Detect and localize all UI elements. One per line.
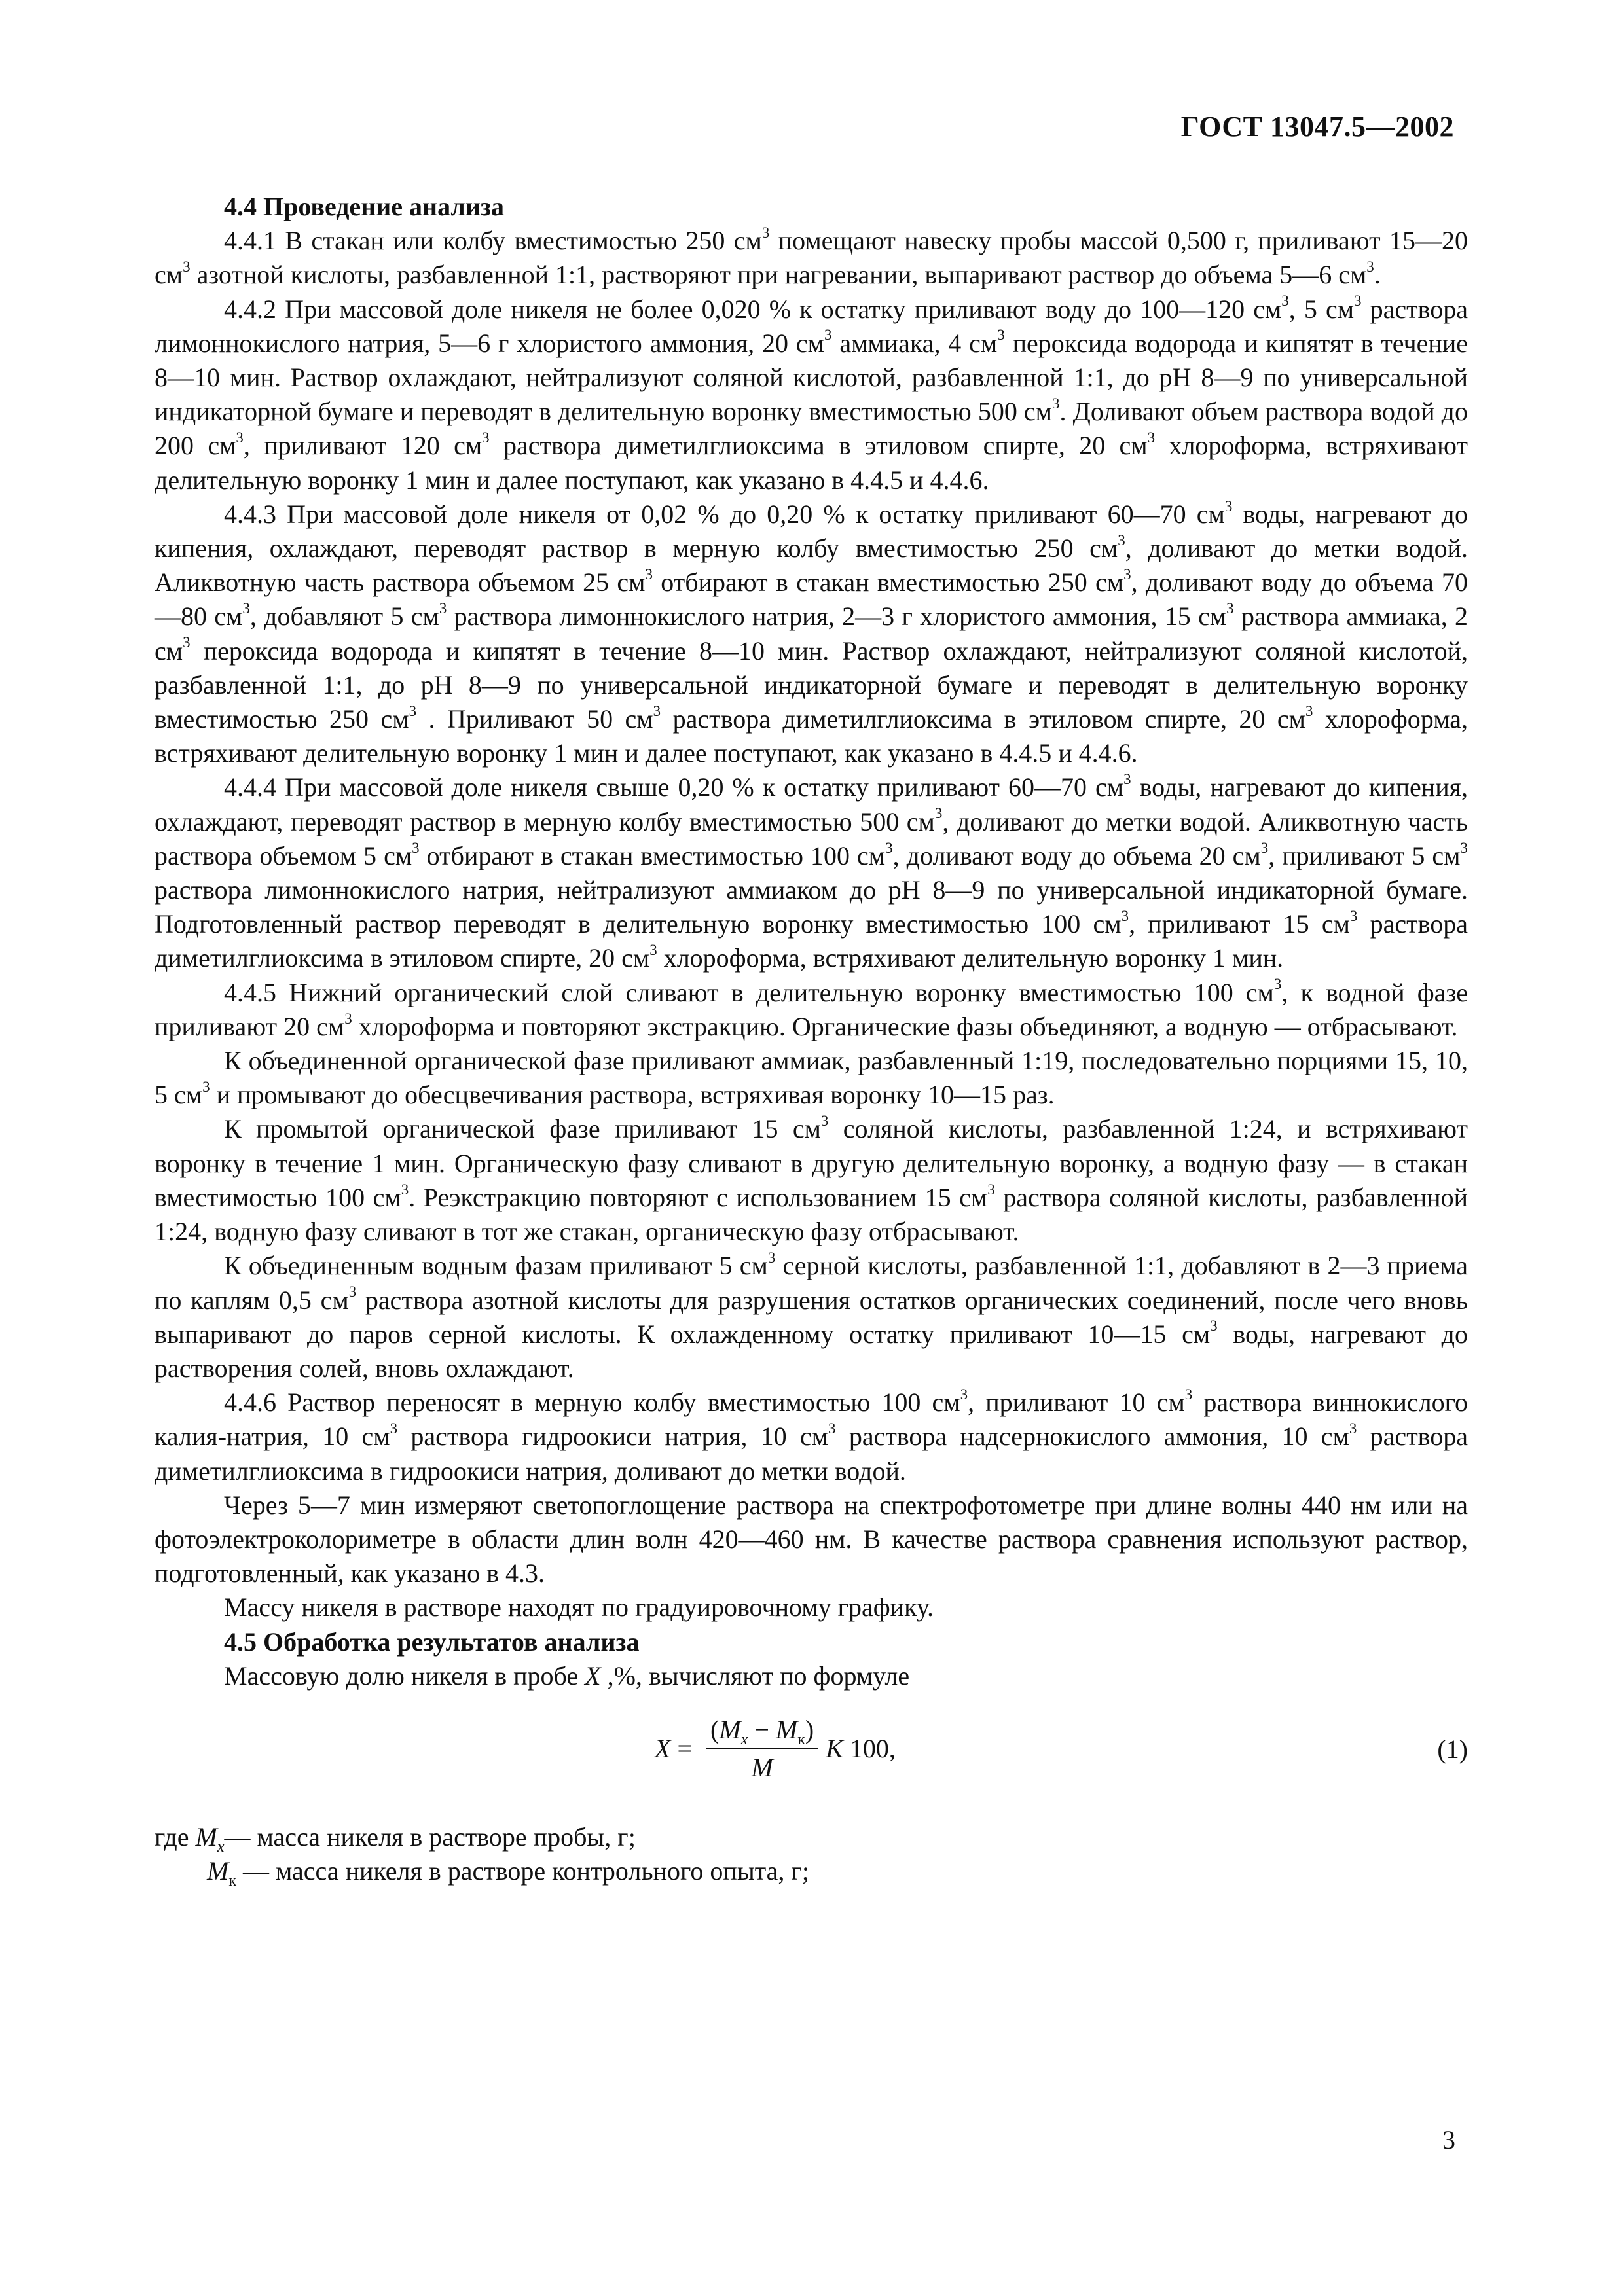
formula-fraction <box>706 1714 818 1784</box>
paragraph-4-4-5: 4.4.5 Нижний органический слой сливают в делительную воронку вместимостью 100 $см^3$, к водной фазе приливают 20 $см^3$ хлороформа и повторяют экстракцию. Органические фазы объединяют, а водную — отбрасывают. <box>155 976 1468 1041</box>
section-4-4-title: 4.4 Проведение анализа <box>224 192 504 221</box>
where-line-mk: $M_к$ — масса никеля в растворе контрольного опыта, г; <box>207 1856 809 1890</box>
where-line-mx: где $M_x—$ масса никеля в растворе пробы, г; <box>155 1821 636 1856</box>
formula-block <box>155 1709 1468 1807</box>
equation-number: (1) <box>1437 1734 1468 1764</box>
paragraph-measurement: Через 5—7 мин измеряют светопоглощение раствора на спектрофотометре при длине волны 440 нм или на фотоэлектроколориметре в области длин волн 420—460 нм. В качестве раствора сравнения используют раствор, подготовленный, как указано в 4.3. <box>155 1490 1468 1588</box>
formula-1: X = $\frac{(M_x - M_к)}{M}$ K 100, <box>655 1714 896 1782</box>
paragraph-4-4-3: 4.4.3 При массовой доле никеля от 0,02 % до 0,20 % к остатку приливают 60—70 $см^3$ воды, нагревают до кипения, охлаждают, переводят раствор в мерную колбу вместимостью 250 $см^3$, доливают до метки водой. Аликвотную часть раствора объемом 25 $см^3$ отбирают в стакан вместимостью 250 $см^3$, доливают воду до объема 70—80 $см^3$, добавляют 5 $см^3$ раствора лимоннокислого натрия, 2—3 г хлористого аммония, 15 $см^3$ раствора аммиака, 2 $см^3$ пероксида водорода и кипятят в течение 8—10 мин. Раствор охлаждают, нейтрализуют соляной кислотой, разбавленной 1:1, до рН 8—9 по универсальной индикаторной бумаге и переводят в делительную воронку вместимостью 250 $см^3$ . Приливают 50 $см^3$ раствора диметилглиоксима в этиловом спирте, 20 $см^3$ хлороформа, встряхивают делительную воронку 1 мин и далее поступают, как указано в 4.4.5 и 4.4.6. <box>155 497 1468 768</box>
paragraph-evaporation: К объединенным водным фазам приливают 5 $см^3$ серной кислоты, разбавленной 1:1, добавляют в 2—3 приема по каплям 0,5 $см^3$ раствора азотной кислоты для разрушения остатков органических соединений, после чего вновь выпаривают до паров серной кислоты. К охлажденному остатку приливают 10—15 $см^3$ воды, нагревают до растворения солей, вновь охлаждают. <box>155 1249 1468 1383</box>
section-4-5-title: 4.5 Обработка результатов анализа <box>224 1626 640 1657</box>
paragraph-calibration: Массу никеля в растворе находят по градуировочному графику. <box>224 1592 934 1623</box>
formula-numerator: $(M_x - M_к)$ <box>706 1714 818 1749</box>
paragraph-washing: К объединенной органической фазе приливают аммиак, разбавленный 1:19, последовательно порциями 15, 10, 5 $см^3$ и промывают до обесцвечивания раствора, встряхивая воронку 10—15 раз. <box>155 1046 1468 1110</box>
paragraph-4-4-6: 4.4.6 Раствор переносят в мерную колбу вместимостью 100 $см^3$, приливают 10 $см^3$ раствора виннокислого калия-натрия, 10 $см^3$ раствора гидроокиси натрия, 10 $см^3$ раствора надсернокислого аммония, 10 $см^3$ раствора диметилглиоксима в гидроокиси натрия, доливают до метки водой. <box>155 1386 1468 1486</box>
document-body <box>155 190 1468 1888</box>
paragraph-4-4-1: 4.4.1 В стакан или колбу вместимостью 250 $см^3$ помещают навеску пробы массой 0,500 г, приливают 15—20 $см^3$ азотной кислоты, разбавленной 1:1, растворяют при нагревании, выпаривают раствор до объема 5—6 $см^3$. <box>155 224 1468 290</box>
formula-intro: Массовую долю никеля в пробе X ,%, вычисляют по формуле <box>224 1660 910 1691</box>
paragraph-reextraction: К промытой органической фазе приливают 15 $см^3$ соляной кислоты, разбавленной 1:24, и встряхивают воронку в течение 1 мин. Органическую фазу сливают в другую делительную воронку, а водную фазу — в стакан вместимостью 100 $см^3$. Реэкстракцию повторяют с использованием 15 $см^3$ раствора соляной кислоты, разбавленной 1:24, водную фазу сливают в тот же стакан, органическую фазу отбрасывают. <box>155 1113 1468 1247</box>
formula-denominator: M <box>751 1752 773 1782</box>
page-number: 3 <box>1442 2125 1455 2155</box>
document-header: ГОСТ 13047.5—2002 <box>1180 111 1454 143</box>
paragraph-4-4-2: 4.4.2 При массовой доле никеля не более 0,020 % к остатку приливают воду до 100—120 $см^3$, 5 $см^3$ раствора лимоннокислого натрия, 5—6 г хлористого аммония, 20 $см^3$ аммиака, 4 $см^3$ пероксида водорода и кипятят в течение 8—10 мин. Раствор охлаждают, нейтрализуют соляной кислотой, разбавленной 1:1, до рН 8—9 по универсальной индикаторной бумаге и переводят в делительную воронку вместимостью 500 $см^3$. Доливают объем раствора водой до 200 $см^3$, приливают 120 $см^3$ раствора диметилглиоксима в этиловом спирте, 20 $см^3$ хлороформа, встряхивают делительную воронку 1 мин и далее поступают, как указано в 4.4.5 и 4.4.6. <box>155 293 1468 495</box>
paragraph-4-4-4: 4.4.4 При массовой доле никеля свыше 0,20 % к остатку приливают 60—70 $см^3$ воды, нагревают до кипения, охлаждают, переводят раствор в мерную колбу вместимостью 500 $см^3$, доливают до метки водой. Аликвотную часть раствора объемом 5 $см^3$ отбирают в стакан вместимостью 100 $см^3$, доливают воду до объема 20 $см^3$, приливают 5 $см^3$ раствора лимоннокислого натрия, нейтрализуют аммиаком до рН 8—9 по универсальной индикаторной бумаге. Подготовленный раствор переводят в делительную воронку вместимостью 100 $см^3$, приливают 15 $см^3$ раствора диметилглиоксима в этиловом спирте, 20 $см^3$ хлороформа, встряхивают делительную воронку 1 мин. <box>155 771 1468 973</box>
